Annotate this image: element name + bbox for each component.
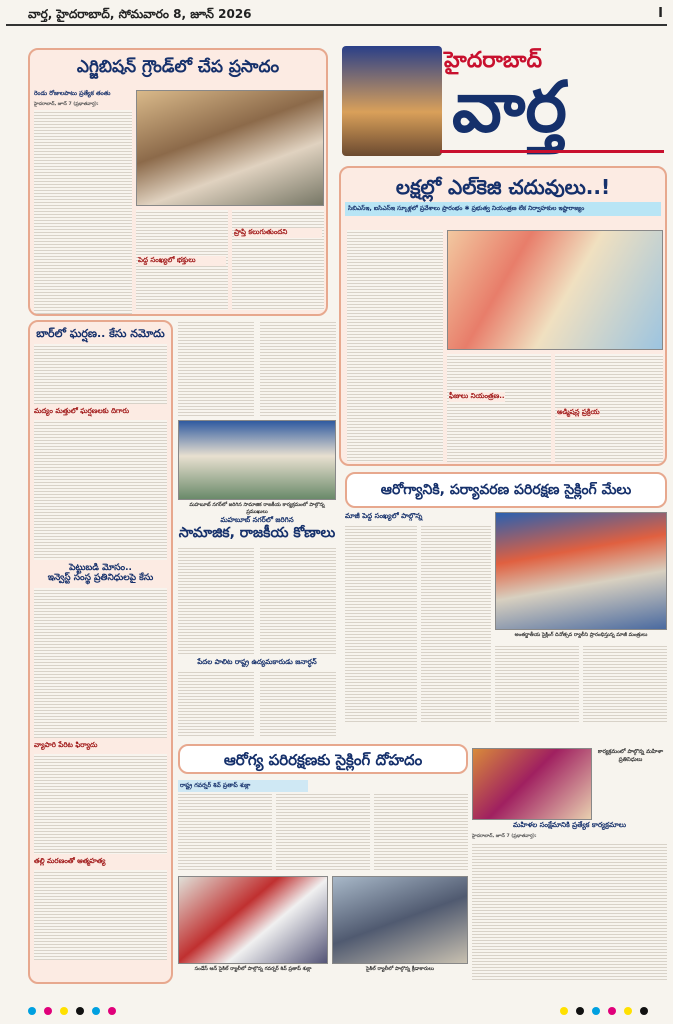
- kicker: మాజీ పెద్ద సంఖ్యలో పాల్గొన్న: [345, 512, 423, 520]
- magenta-dot: [44, 1007, 52, 1015]
- story-bar-fight: [28, 320, 173, 984]
- photo-caption: అంతర్జాతీయ సైక్లింగ్ దినోత్సవ ర్యాలీని ప్రారంభిస్తున్న మాజీ మంత్రులు: [514, 632, 648, 638]
- black-dot: [640, 1007, 648, 1015]
- photo-governor: [178, 876, 328, 964]
- cyan-dot: [28, 1007, 36, 1015]
- black-dot: [576, 1007, 584, 1015]
- headline: బార్‌లో ఘర్షణ.. కేసు నమోదు: [36, 327, 165, 340]
- logo-city: హైదరాబాద్: [444, 48, 542, 73]
- logo-rule: [440, 150, 664, 153]
- cyan-dot: [92, 1007, 100, 1015]
- body-col-1: [347, 230, 443, 462]
- headline: లక్షల్లో ఎల్‌కెజి చదువులు..!: [395, 175, 611, 199]
- sub-head: ప్రాప్తి కలుగుతుందని: [234, 228, 322, 238]
- sub-head: పెద్ద సంఖ్యలో భక్తులు: [138, 256, 226, 266]
- story-lkg-fees: [339, 166, 667, 466]
- header-bar: [6, 4, 667, 26]
- cyan-dot: [592, 1007, 600, 1015]
- headline: ఎగ్జిబిషన్ గ్రౌండ్‌లో చేప ప్రసాదం: [76, 57, 280, 77]
- story-social-political: [178, 320, 338, 740]
- photo-caption: సండేస్ ఆన్ సైకిల్ ర్యాలీలో పాల్గొన్న గవర్నర్ శివ్ ప్రతాప్ శుక్లా: [194, 966, 312, 972]
- kicker: రెండు రోజులపాటు ప్రత్యేక తంతు: [34, 90, 111, 97]
- photo-caption: కార్యక్రమంలో పాల్గొన్న మహిళా ప్రతినిధులు: [597, 749, 664, 763]
- registration-marks: [560, 1000, 651, 1019]
- photo-women-event: [472, 748, 592, 820]
- yellow-dot: [624, 1007, 632, 1015]
- body-col-3: [232, 210, 324, 310]
- story-cycling-headline-box: [345, 472, 667, 508]
- photo-fish-prasadam: [136, 90, 324, 206]
- story-fish-prasadam: [28, 48, 328, 316]
- sub-head: వ్యాపారి పేరిట ఫిర్యాదు: [34, 740, 98, 749]
- photo-cycling-rally: [495, 512, 667, 630]
- body-col-1: హైదరాబాద్, జూన్ 7 (ప్రభాతవార్త):: [34, 102, 132, 315]
- magenta-dot: [108, 1007, 116, 1015]
- sub-head: పేదల పాలిట రాష్ట్ర ఉద్యమకారుడు జనార్ధన్: [197, 658, 317, 666]
- body-col-2: [447, 354, 551, 462]
- sub-headline: ఇన్వెస్ట్ సంస్థ ప్రతినిధులపై కేసు: [47, 572, 154, 583]
- kicker: సిబిఎస్ఇ, ఐసిఎస్ఇ స్కూళ్లలో ప్రవేశాలు ప్రారంభం ✱ ప్రభుత్వ నియంత్రణ లేక నిర్వాహకుల ఇష్టారాజ్యం: [345, 202, 661, 216]
- sub-headline: పెట్టుబడి మోసం..: [69, 563, 132, 574]
- photo-caption: మహబూబ్ నగర్‌లో జరిగిన సామాజిక రాజకీయ కార్యక్రమంలో పాల్గొన్న ప్రముఖులు: [189, 502, 325, 515]
- sub-head: అడ్మిషన్ల ప్రక్రియ: [557, 408, 600, 416]
- sub-head: ఫీజులు నియంత్రణ..: [449, 392, 505, 400]
- registration-marks: [28, 1000, 119, 1019]
- sub-head: మద్యం మత్తులో ఘర్షణలకు దిగారు: [34, 407, 130, 416]
- photo-children: [447, 230, 663, 350]
- story-women-welfare: కార్యక్రమంలో పాల్గొన్న మహిళా ప్రతినిధులు మహిళల సంక్షేమానికి ప్రత్యేక కార్యక్రమాలు హైదరాబాద్, జూన్ 7 (ప్రభాతవార్త):: [472, 748, 667, 984]
- logo-brand: వార్త: [452, 66, 567, 148]
- headline: ఆరోగ్యానికి, పర్యావరణ పరిరక్షణ సైక్లింగ్ మేలు: [380, 482, 632, 498]
- black-dot: [76, 1007, 84, 1015]
- dateline: వార్త, హైదరాబాద్, సోమవారం 8, జూన్ 2026: [28, 7, 252, 21]
- headline: ఆరోగ్య పరిరక్షణకు సైక్లింగ్ దోహదం: [223, 751, 423, 769]
- page-number: I: [658, 6, 663, 21]
- photo-caption: సైకిల్ ర్యాలీలో పాల్గొన్న క్రీడాకారులు: [366, 966, 434, 972]
- yellow-dot: [560, 1007, 568, 1015]
- charminar-image: [342, 46, 442, 156]
- photo-riders: [332, 876, 468, 964]
- magenta-dot: [608, 1007, 616, 1015]
- yellow-dot: [60, 1007, 68, 1015]
- photo-meeting: [178, 420, 336, 500]
- sub-head: తల్లి మరణంతో ఆత్మహత్య: [34, 856, 106, 865]
- kicker: రాష్ట్ర గవర్నర్ శివ్ ప్రతాప్ శుక్లా: [178, 780, 308, 792]
- story-cycling-health: [178, 744, 468, 984]
- headline: మహిళల సంక్షేమానికి ప్రత్యేక కార్యక్రమాలు: [513, 821, 626, 829]
- headline: సామాజిక, రాజకీయ కోణాలు: [178, 525, 336, 541]
- story-cycling-body: [345, 512, 667, 744]
- kicker: మహబూబ్ నగర్‌లో జరిగిన: [220, 516, 294, 524]
